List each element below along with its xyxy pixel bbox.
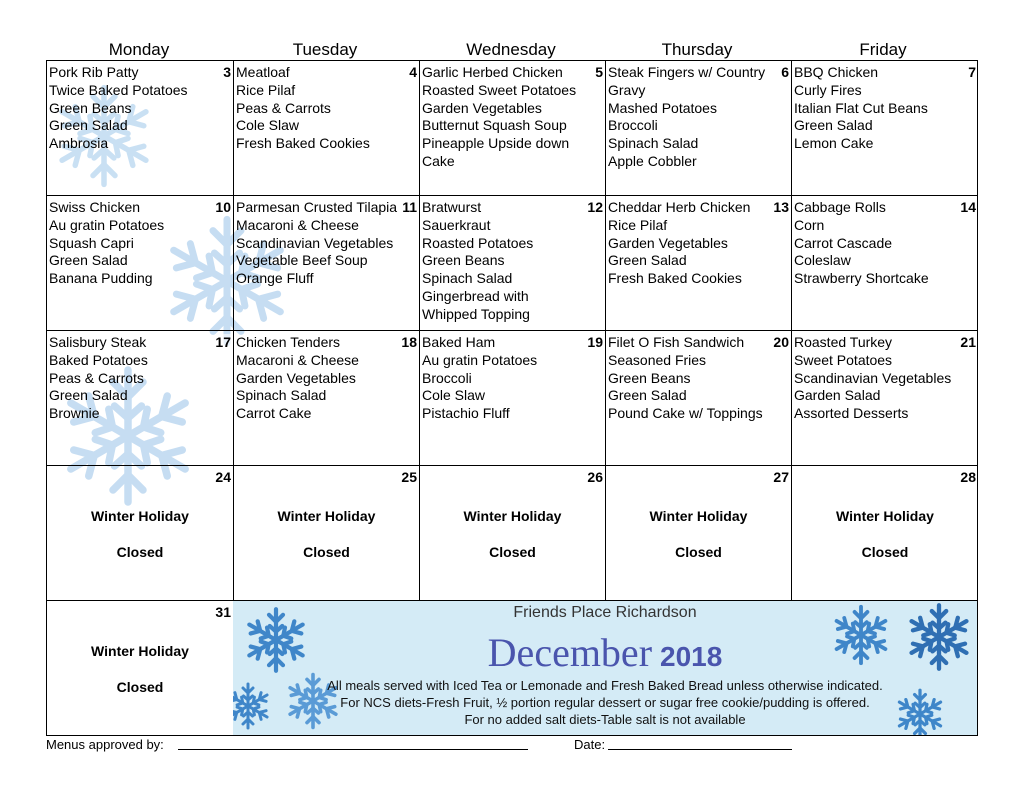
day-cell bbox=[420, 61, 606, 196]
calendar-grid bbox=[46, 60, 978, 736]
menu-item: Garden Vegetables bbox=[236, 369, 356, 386]
day-cell bbox=[792, 196, 978, 331]
holiday-title: Winter Holiday bbox=[649, 508, 748, 524]
menu-item: Apple Cobbler bbox=[608, 152, 697, 169]
menu-item: BBQ Chicken bbox=[794, 64, 879, 80]
day-cell bbox=[234, 61, 420, 196]
menu-item: Carrot Cascade bbox=[794, 234, 893, 251]
menu-item: Seasoned Fries bbox=[608, 351, 707, 368]
date-number: 11 bbox=[402, 199, 417, 215]
year-label: 2018 bbox=[660, 641, 723, 672]
menu-item: Green Beans bbox=[608, 369, 691, 386]
menu-item: Cake bbox=[422, 152, 455, 169]
menu-item: Strawberry Shortcake bbox=[794, 270, 929, 287]
date-line bbox=[608, 749, 792, 750]
menu-item: Banana Pudding bbox=[49, 270, 153, 287]
holiday-title: Winter Holiday bbox=[277, 508, 376, 524]
date-label: Date: bbox=[574, 737, 606, 752]
note-line: For no added salt diets-Table salt is not available bbox=[464, 712, 746, 727]
menu-item: Vegetable Beef Soup bbox=[236, 252, 368, 269]
menu-item: Curly Fires bbox=[794, 81, 862, 98]
date-number: 10 bbox=[215, 199, 231, 215]
menu-item: Carrot Cake bbox=[236, 405, 312, 422]
menu-item: Macaroni & Cheese bbox=[236, 216, 359, 233]
menu-item: Italian Flat Cut Beans bbox=[794, 99, 928, 116]
date-number: 14 bbox=[960, 199, 976, 215]
holiday-title: Winter Holiday bbox=[91, 508, 189, 524]
menu-item: Pound Cake w/ Toppings bbox=[608, 405, 763, 422]
date-number: 3 bbox=[223, 64, 231, 80]
note-line: For NCS diets-Fresh Fruit, ½ portion regular dessert or sugar free cookie/pudding is offered. bbox=[340, 695, 870, 710]
day-header-friday: Friday bbox=[859, 40, 907, 59]
menu-item: Garden Vegetables bbox=[422, 99, 542, 116]
menu-list bbox=[236, 64, 405, 153]
menu-item: Roasted Potatoes bbox=[422, 234, 534, 251]
menu-item: Spinach Salad bbox=[236, 387, 327, 404]
date-number: 12 bbox=[587, 199, 603, 215]
menu-item: Spinach Salad bbox=[422, 270, 513, 287]
holiday-cell bbox=[792, 466, 978, 601]
date-number: 26 bbox=[587, 469, 603, 485]
approved-by-line bbox=[178, 749, 528, 750]
menu-item: Broccoli bbox=[422, 369, 472, 386]
month-name: December bbox=[487, 630, 653, 675]
menu-item: Scandinavian Vegetables bbox=[236, 234, 394, 251]
day-header-monday: Monday bbox=[108, 40, 170, 59]
date-number: 4 bbox=[409, 64, 417, 80]
menu-list bbox=[608, 199, 777, 288]
menu-item: Butternut Squash Soup bbox=[422, 117, 567, 134]
menu-item: Filet O Fish Sandwich bbox=[608, 334, 745, 350]
day-cell bbox=[606, 331, 792, 466]
menu-list bbox=[608, 334, 777, 423]
month-title bbox=[233, 629, 977, 676]
menu-item: Rice Pilaf bbox=[608, 216, 668, 233]
date-number: 21 bbox=[960, 334, 976, 350]
menu-item: Baked Potatoes bbox=[49, 351, 148, 368]
menu-item: Cole Slaw bbox=[236, 117, 300, 134]
menu-item: Roasted Sweet Potatoes bbox=[422, 81, 577, 98]
closed-label: Closed bbox=[675, 544, 722, 560]
menu-item: Garden Salad bbox=[794, 387, 881, 404]
menu-item: Sweet Potatoes bbox=[794, 351, 893, 368]
menu-list bbox=[422, 199, 591, 324]
menu-item: Green Salad bbox=[608, 252, 687, 269]
menu-item: Green Salad bbox=[49, 117, 128, 134]
menu-list bbox=[236, 334, 405, 423]
approval-footer bbox=[46, 737, 978, 753]
note-line: All meals served with Iced Tea or Lemonade and Fresh Baked Bread unless otherwise indicated. bbox=[327, 678, 883, 693]
menu-item: Green Salad bbox=[608, 387, 687, 404]
menu-notes bbox=[233, 677, 977, 728]
menu-item: Au gratin Potatoes bbox=[422, 351, 538, 368]
holiday-cell bbox=[606, 466, 792, 601]
menu-item: Corn bbox=[794, 216, 825, 233]
menu-item: Spinach Salad bbox=[608, 135, 699, 152]
day-cell bbox=[606, 61, 792, 196]
date-number: 20 bbox=[773, 334, 789, 350]
menu-item: Brownie bbox=[49, 405, 100, 422]
menu-item: Mashed Potatoes bbox=[608, 99, 717, 116]
day-cell bbox=[420, 331, 606, 466]
menu-item: Pistachio Fluff bbox=[422, 405, 510, 422]
menu-item: Cole Slaw bbox=[422, 387, 486, 404]
menu-item: Scandinavian Vegetables bbox=[794, 369, 952, 386]
menu-list bbox=[794, 334, 964, 423]
day-cell bbox=[47, 61, 234, 196]
organization-name: Friends Place Richardson bbox=[513, 604, 697, 621]
menu-item: Au gratin Potatoes bbox=[49, 216, 165, 233]
date-number: 18 bbox=[401, 334, 417, 350]
holiday-title: Winter Holiday bbox=[91, 643, 189, 659]
day-cell bbox=[792, 61, 978, 196]
date-number: 17 bbox=[215, 334, 231, 350]
menu-item: Baked Ham bbox=[422, 334, 496, 350]
menu-item: Bratwurst bbox=[422, 199, 482, 215]
date-number: 19 bbox=[587, 334, 603, 350]
menu-list bbox=[422, 64, 591, 171]
menu-list bbox=[794, 64, 964, 153]
menu-item: Peas & Carrots bbox=[49, 369, 144, 386]
menu-item: Garlic Herbed Chicken bbox=[422, 64, 563, 80]
menu-list bbox=[49, 334, 219, 423]
day-header-tuesday: Tuesday bbox=[292, 40, 358, 59]
menu-item: Roasted Turkey bbox=[794, 334, 893, 350]
menu-item: Green Beans bbox=[422, 252, 505, 269]
holiday-title: Winter Holiday bbox=[463, 508, 562, 524]
closed-label: Closed bbox=[116, 679, 164, 695]
menu-item: Swiss Chicken bbox=[49, 199, 141, 215]
menu-item: Green Salad bbox=[49, 252, 128, 269]
holiday-cell bbox=[234, 466, 420, 601]
closed-label: Closed bbox=[861, 544, 909, 560]
menu-item: Chicken Tenders bbox=[236, 334, 341, 350]
approved-by-label: Menus approved by: bbox=[46, 737, 164, 752]
day-cell bbox=[606, 196, 792, 331]
menu-item: Cheddar Herb Chicken bbox=[608, 199, 751, 215]
date-number: 27 bbox=[773, 469, 789, 485]
weekday-header-row bbox=[46, 39, 978, 60]
menu-item: Rice Pilaf bbox=[236, 81, 296, 98]
menu-item: Squash Capri bbox=[49, 234, 134, 251]
menu-item: Pork Rib Patty bbox=[49, 64, 139, 80]
menu-item: Steak Fingers w/ Country bbox=[608, 64, 766, 80]
date-number: 31 bbox=[215, 604, 231, 620]
menu-list bbox=[49, 199, 219, 288]
menu-item: Salisbury Steak bbox=[49, 334, 147, 350]
menu-list bbox=[49, 64, 219, 153]
day-header-thursday: Thursday bbox=[661, 40, 733, 59]
closed-label: Closed bbox=[489, 544, 536, 560]
date-number: 28 bbox=[960, 469, 976, 485]
menu-item: Green Salad bbox=[49, 387, 128, 404]
menu-item: Whipped Topping bbox=[422, 305, 530, 322]
day-header-wednesday: Wednesday bbox=[466, 40, 556, 59]
date-number: 25 bbox=[401, 469, 417, 485]
day-cell bbox=[47, 331, 234, 466]
menu-item: Lemon Cake bbox=[794, 135, 874, 152]
holiday-cell bbox=[47, 466, 234, 601]
holiday-cell bbox=[420, 466, 606, 601]
menu-item: Garden Vegetables bbox=[608, 234, 728, 251]
day-cell bbox=[234, 196, 420, 331]
menu-item: Sauerkraut bbox=[422, 216, 491, 233]
menu-list bbox=[236, 199, 405, 288]
menu-item: Pineapple Upside down bbox=[422, 135, 570, 152]
day-cell bbox=[792, 331, 978, 466]
holiday-title: Winter Holiday bbox=[836, 508, 934, 524]
menu-item: Ambrosia bbox=[49, 135, 109, 152]
day-cell bbox=[47, 196, 234, 331]
menu-item: Meatloaf bbox=[236, 64, 290, 80]
menu-item: Fresh Baked Cookies bbox=[236, 135, 370, 152]
menu-item: Broccoli bbox=[608, 117, 658, 134]
date-number: 7 bbox=[968, 64, 976, 80]
day-cell bbox=[420, 196, 606, 331]
menu-list bbox=[422, 334, 591, 423]
menu-item: Coleslaw bbox=[794, 252, 851, 269]
date-number: 5 bbox=[595, 64, 603, 80]
month-banner bbox=[233, 601, 977, 735]
date-number: 6 bbox=[781, 64, 789, 80]
menu-item: Twice Baked Potatoes bbox=[49, 81, 188, 98]
menu-item: Macaroni & Cheese bbox=[236, 351, 359, 368]
menu-list bbox=[794, 199, 964, 288]
date-number: 13 bbox=[773, 199, 789, 215]
closed-label: Closed bbox=[303, 544, 350, 560]
menu-item: Green Beans bbox=[49, 99, 132, 116]
menu-item: Fresh Baked Cookies bbox=[608, 270, 742, 287]
day-cell bbox=[234, 331, 420, 466]
menu-item: Green Salad bbox=[794, 117, 873, 134]
menu-item: Gingerbread with bbox=[422, 287, 529, 304]
date-number: 24 bbox=[215, 469, 231, 485]
holiday-cell bbox=[47, 601, 234, 735]
menu-list bbox=[608, 64, 777, 171]
menu-item: Assorted Desserts bbox=[794, 405, 909, 422]
menu-item: Peas & Carrots bbox=[236, 99, 331, 116]
menu-item: Cabbage Rolls bbox=[794, 199, 886, 215]
menu-item: Orange Fluff bbox=[236, 270, 314, 287]
menu-item: Parmesan Crusted Tilapia bbox=[236, 199, 398, 215]
menu-item: Gravy bbox=[608, 81, 646, 98]
closed-label: Closed bbox=[116, 544, 164, 560]
